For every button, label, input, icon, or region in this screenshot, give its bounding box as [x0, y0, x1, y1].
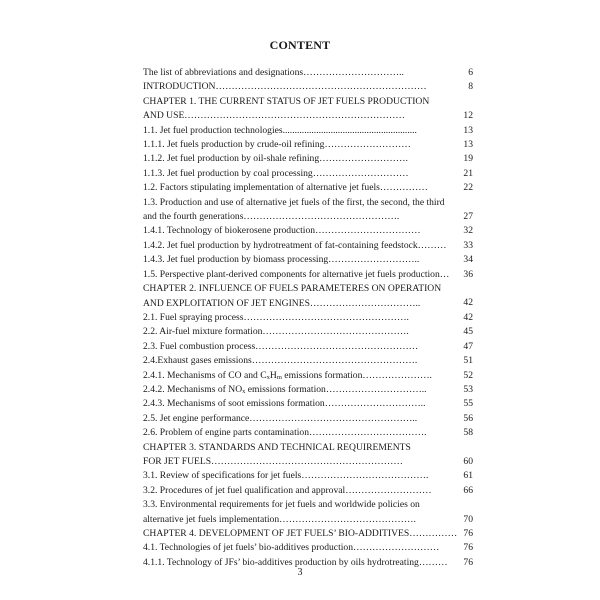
toc-entry-text: 2.1. Fuel spraying process……………………………………………. — [143, 311, 409, 323]
toc-entry[interactable] — [143, 484, 473, 498]
toc-page-number: 47 — [463, 340, 473, 352]
toc-page-number: 36 — [463, 268, 473, 280]
toc-page-number: 76 — [463, 556, 473, 568]
toc-page-number: 42 — [463, 297, 473, 309]
toc-entry[interactable] — [143, 268, 473, 282]
toc-entry[interactable] — [143, 527, 473, 541]
toc-entry-text: 1.4.3. Jet fuel production by biomass processing……………………….. — [143, 254, 420, 266]
toc-page-number: 70 — [463, 513, 473, 525]
toc-entry-text: CHAPTER 1. THE CURRENT STATUS OF JET FUELS PRODUCTION — [143, 95, 430, 107]
toc-entry[interactable] — [143, 66, 473, 80]
toc-page-number: 33 — [463, 239, 473, 251]
toc-page-number: 76 — [463, 542, 473, 554]
toc-entry-text: CHAPTER 2. INFLUENCE OF FUELS PARAMETERES ON OPERATION — [143, 283, 442, 295]
toc-entry[interactable] — [143, 224, 473, 238]
toc-page-number: 32 — [463, 225, 473, 237]
toc-entry[interactable] — [143, 354, 473, 368]
toc-entry-text: 1.1.3. Jet fuel production by coal processing………………………… — [143, 167, 409, 179]
toc-page-number: 21 — [463, 167, 473, 179]
toc-page-number: 45 — [463, 326, 473, 338]
toc-entry[interactable] — [143, 383, 473, 397]
toc-entry-text: 1.1.2. Jet fuel production by oil-shale refining………………………. — [143, 153, 408, 165]
toc-page-number: 22 — [463, 182, 473, 194]
toc-page-number: 34 — [463, 254, 473, 266]
toc-entry-text: 1.3. Production and use of alternative jet fuels of the first, the second, the third — [143, 196, 445, 208]
toc-entry-text: alternative jet fuels implementation……………………………………. — [143, 513, 416, 525]
toc-entry-text: 2.6. Problem of engine parts contamination………………………………. — [143, 427, 427, 439]
toc-entry[interactable] — [143, 152, 473, 166]
toc-page-number: 66 — [463, 484, 473, 496]
toc-entry[interactable] — [143, 95, 473, 124]
toc-entry[interactable] — [143, 196, 473, 225]
toc-page-number: 13 — [463, 139, 473, 151]
toc-entry-text: AND USE…………………………………………………………… — [143, 110, 405, 122]
toc-entry-text: 2.4.1. Mechanisms of CO and $C_xH_m$ emissions formation…………………. — [143, 369, 432, 381]
toc-entry[interactable] — [143, 498, 473, 527]
toc-entry-text: 2.5. Jet engine performance…………………………………………….. — [143, 412, 418, 424]
toc-entry[interactable] — [143, 253, 473, 267]
toc-entry[interactable] — [143, 311, 473, 325]
toc-entry-text: 2.4.2. Mechanisms of $NO_x$ emissions formation………………………….. — [143, 383, 427, 395]
toc-page-number: 6 — [468, 67, 473, 78]
toc-entry-text: 2.4.3. Mechanisms of soot emissions formation………………………….. — [143, 398, 426, 410]
page-title: CONTENT — [269, 38, 331, 52]
toc-page-number: 61 — [463, 470, 473, 482]
toc-entry-text: 1.1. Jet fuel production technologies........................................................ — [143, 124, 417, 136]
toc-entry-text: CHAPTER 4. DEVELOPMENT OF JET FUELS’ BIO-ADDITIVES…………… — [143, 528, 458, 539]
toc-entry-text: 1.4.1. Technology of biokerosene production…………………………… — [143, 225, 421, 237]
toc-entry[interactable] — [143, 325, 473, 339]
toc-entry[interactable] — [143, 469, 473, 483]
toc-entry-text: 3.1. Review of specifications for jet fuels…………………………………. — [143, 470, 429, 482]
toc-page-number: 8 — [468, 81, 473, 93]
toc-page-number: 51 — [463, 355, 473, 367]
toc-entry-text: 4.1.1. Technology of JFs’ bio-additives production by oils hydrotreating……… — [143, 556, 448, 568]
toc-page-number: 52 — [463, 369, 473, 381]
toc-entry[interactable] — [143, 369, 473, 383]
toc-page-number: 56 — [463, 412, 473, 424]
toc-entry-text: 1.5. Perspective plant-derived components for alternative jet fuels production… — [143, 268, 450, 280]
toc-entry[interactable] — [143, 412, 473, 426]
page-number: 3 — [297, 567, 303, 578]
toc-page-number: 55 — [463, 398, 473, 410]
toc-entry[interactable] — [143, 397, 473, 411]
toc-entry[interactable] — [143, 167, 473, 181]
toc-entry[interactable] — [143, 441, 473, 470]
toc-entry-text: 1.2. Factors stipulating implementation of alternative jet fuels…………… — [143, 182, 428, 194]
toc-entry[interactable] — [143, 426, 473, 440]
toc-entry[interactable] — [143, 80, 473, 94]
toc-page-number: 27 — [463, 211, 473, 223]
toc-entry-text: 2.2. Air-fuel mixture formation………………………………………. — [143, 326, 409, 338]
toc-page-number: 53 — [463, 383, 473, 395]
toc-entry[interactable] — [143, 340, 473, 354]
toc-entry-text: 2.3. Fuel combustion process…………………………………………… — [143, 340, 419, 352]
toc-entry-text: 2.4.Exhaust gases emissions……………………………………………. — [143, 355, 418, 367]
toc-entry-text: CHAPTER 3. STANDARDS AND TECHNICAL REQUIREMENTS — [143, 441, 411, 453]
toc-page-number: 19 — [463, 153, 473, 165]
toc-page-number: 12 — [463, 110, 473, 122]
toc-entry[interactable] — [143, 541, 473, 555]
toc-page-number: 58 — [463, 427, 473, 439]
toc-page-number: 42 — [463, 311, 473, 323]
toc-entry-text: INTRODUCTION………………………………………………………… — [143, 81, 427, 93]
toc-entry[interactable] — [143, 124, 473, 138]
toc-page-number: 76 — [463, 528, 473, 539]
toc-page-number: 13 — [463, 124, 473, 136]
toc-page-number: 60 — [463, 455, 473, 467]
toc-entry-text: 1.1.1. Jet fuels production by crude-oil refining……………………… — [143, 139, 411, 151]
toc-entry-text: AND EXPLOITATION OF JET ENGINES…………………………….. — [143, 297, 421, 309]
toc-entry-text: The list of abbreviations and designations………………………….. — [143, 67, 404, 78]
toc-entry-text: and the fourth generations…………………………………………. — [143, 211, 400, 223]
toc-entry-text: 4.1. Technologies of jet fuels’ bio-additives production……………………… — [143, 542, 440, 554]
toc-entry-text: 3.2. Procedures of jet fuel qualification and approval……………………… — [143, 484, 432, 496]
toc-entry-text: FOR JET FUELS…………………………………………………… — [143, 455, 403, 467]
table-of-contents — [143, 66, 473, 570]
toc-entry[interactable] — [143, 282, 473, 311]
toc-entry-text: 1.4.2. Jet fuel production by hydrotreatment of fat-containing feedstock……… — [143, 239, 447, 251]
toc-entry[interactable] — [143, 138, 473, 152]
toc-entry-text: 3.3. Environmental requirements for jet fuels and worldwide policies on — [143, 499, 420, 511]
toc-entry[interactable] — [143, 239, 473, 253]
toc-entry[interactable] — [143, 181, 473, 195]
